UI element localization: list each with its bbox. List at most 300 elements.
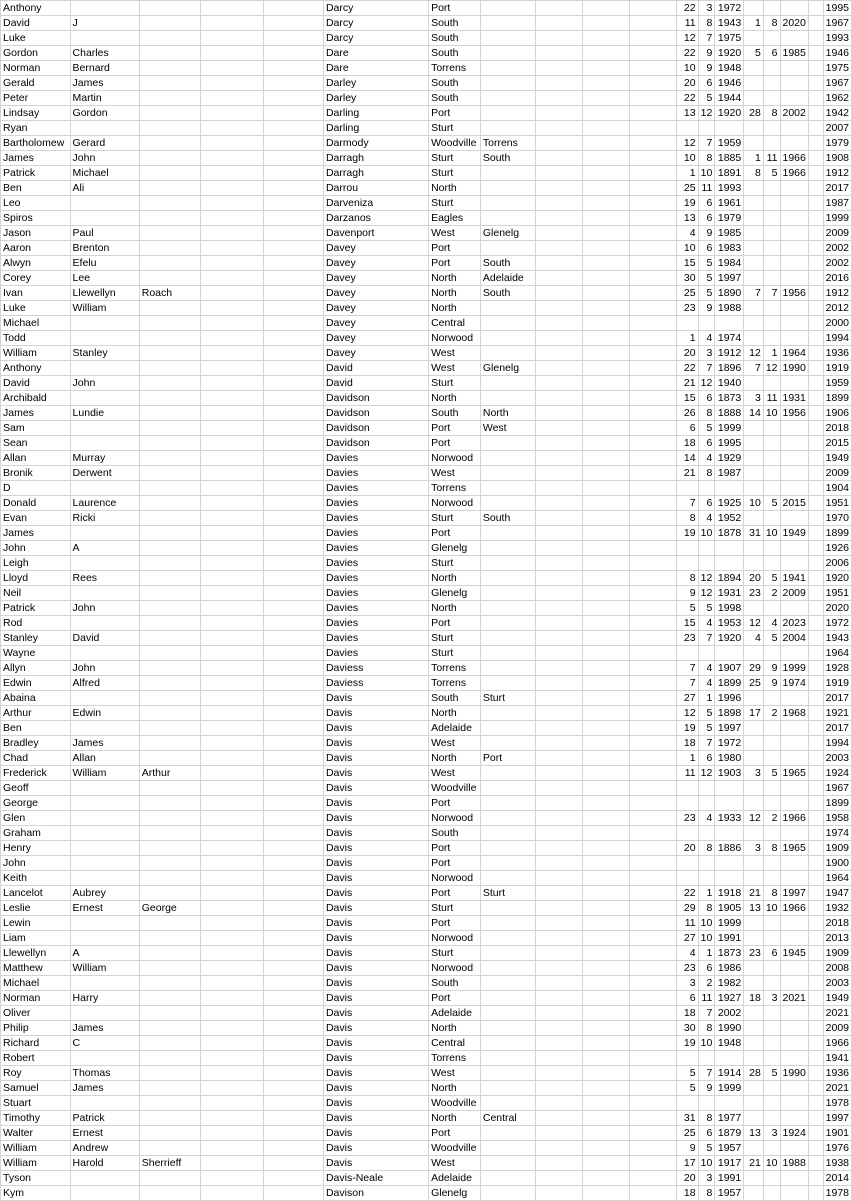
table-cell[interactable]: [630, 226, 677, 241]
table-cell[interactable]: [808, 436, 823, 451]
table-cell[interactable]: [744, 721, 764, 736]
table-cell[interactable]: [763, 556, 780, 571]
table-cell[interactable]: [744, 1051, 764, 1066]
table-cell[interactable]: Norwood: [429, 811, 481, 826]
table-cell[interactable]: [763, 1081, 780, 1096]
table-cell[interactable]: South: [429, 91, 481, 106]
table-cell[interactable]: [535, 316, 582, 331]
table-cell[interactable]: [200, 1021, 264, 1036]
table-cell[interactable]: [264, 241, 324, 256]
table-cell[interactable]: 1899: [823, 391, 851, 406]
table-cell[interactable]: [630, 826, 677, 841]
table-cell[interactable]: South: [429, 976, 481, 991]
table-cell[interactable]: James: [70, 736, 139, 751]
table-cell[interactable]: 1917: [715, 1156, 744, 1171]
table-cell[interactable]: [139, 706, 200, 721]
table-cell[interactable]: 18: [744, 991, 764, 1006]
table-cell[interactable]: [808, 211, 823, 226]
table-cell[interactable]: Alfred: [70, 676, 139, 691]
table-cell[interactable]: 5: [698, 421, 715, 436]
table-cell[interactable]: 8: [677, 571, 698, 586]
table-cell[interactable]: [480, 631, 535, 646]
table-cell[interactable]: [535, 466, 582, 481]
table-cell[interactable]: [582, 601, 629, 616]
table-cell[interactable]: [630, 976, 677, 991]
table-cell[interactable]: [582, 1111, 629, 1126]
table-cell[interactable]: Davies: [323, 541, 428, 556]
table-cell[interactable]: 2003: [823, 751, 851, 766]
table-cell[interactable]: 2016: [823, 271, 851, 286]
table-cell[interactable]: 25: [677, 286, 698, 301]
table-cell[interactable]: [535, 1006, 582, 1021]
table-cell[interactable]: 2002: [823, 256, 851, 271]
table-cell[interactable]: 11: [698, 991, 715, 1006]
table-cell[interactable]: William: [1, 1156, 71, 1171]
table-cell[interactable]: 10: [698, 526, 715, 541]
table-cell[interactable]: Woodville: [429, 1096, 481, 1111]
table-cell[interactable]: Dare: [323, 46, 428, 61]
table-cell[interactable]: [264, 331, 324, 346]
table-cell[interactable]: Darcy: [323, 16, 428, 31]
table-cell[interactable]: [480, 601, 535, 616]
table-cell[interactable]: [763, 871, 780, 886]
table-cell[interactable]: [744, 916, 764, 931]
table-cell[interactable]: [763, 451, 780, 466]
table-cell[interactable]: 1921: [823, 706, 851, 721]
table-cell[interactable]: [480, 76, 535, 91]
table-cell[interactable]: [264, 691, 324, 706]
table-cell[interactable]: [744, 1111, 764, 1126]
table-cell[interactable]: 23: [677, 301, 698, 316]
table-cell[interactable]: [808, 676, 823, 691]
table-cell[interactable]: [582, 211, 629, 226]
table-cell[interactable]: [139, 241, 200, 256]
table-cell[interactable]: [808, 361, 823, 376]
table-cell[interactable]: 1994: [823, 736, 851, 751]
table-cell[interactable]: South: [480, 151, 535, 166]
table-cell[interactable]: Ricki: [70, 511, 139, 526]
table-cell[interactable]: 7: [677, 496, 698, 511]
table-cell[interactable]: [264, 496, 324, 511]
table-cell[interactable]: [582, 286, 629, 301]
table-cell[interactable]: [808, 706, 823, 721]
table-cell[interactable]: [535, 811, 582, 826]
table-cell[interactable]: 6: [698, 961, 715, 976]
table-cell[interactable]: [808, 331, 823, 346]
table-cell[interactable]: [200, 31, 264, 46]
table-cell[interactable]: Davey: [323, 301, 428, 316]
table-cell[interactable]: [780, 916, 808, 931]
table-cell[interactable]: [480, 766, 535, 781]
table-cell[interactable]: [582, 481, 629, 496]
table-cell[interactable]: Brenton: [70, 241, 139, 256]
table-cell[interactable]: [264, 226, 324, 241]
table-cell[interactable]: [480, 931, 535, 946]
table-cell[interactable]: 15: [677, 616, 698, 631]
table-cell[interactable]: [744, 1036, 764, 1051]
table-cell[interactable]: [264, 151, 324, 166]
table-cell[interactable]: [264, 91, 324, 106]
table-cell[interactable]: [200, 646, 264, 661]
table-cell[interactable]: [582, 736, 629, 751]
table-cell[interactable]: [264, 481, 324, 496]
table-cell[interactable]: [200, 346, 264, 361]
table-cell[interactable]: [744, 511, 764, 526]
table-cell[interactable]: [808, 781, 823, 796]
table-cell[interactable]: [630, 676, 677, 691]
table-cell[interactable]: 1919: [823, 676, 851, 691]
table-cell[interactable]: 2021: [780, 991, 808, 1006]
table-cell[interactable]: [582, 1126, 629, 1141]
table-cell[interactable]: 1970: [823, 511, 851, 526]
table-cell[interactable]: [744, 316, 764, 331]
table-cell[interactable]: Davis: [323, 1021, 428, 1036]
table-cell[interactable]: 9: [763, 661, 780, 676]
table-cell[interactable]: [139, 586, 200, 601]
table-cell[interactable]: 2015: [823, 436, 851, 451]
table-cell[interactable]: [200, 511, 264, 526]
table-cell[interactable]: Sherrieff: [139, 1156, 200, 1171]
table-cell[interactable]: [808, 646, 823, 661]
table-cell[interactable]: 12: [698, 571, 715, 586]
table-cell[interactable]: Davidson: [323, 406, 428, 421]
table-cell[interactable]: [139, 646, 200, 661]
table-cell[interactable]: 1946: [715, 76, 744, 91]
table-cell[interactable]: [780, 781, 808, 796]
table-cell[interactable]: 1931: [780, 391, 808, 406]
table-cell[interactable]: [535, 421, 582, 436]
table-cell[interactable]: Leslie: [1, 901, 71, 916]
table-cell[interactable]: Sturt: [429, 646, 481, 661]
table-cell[interactable]: [630, 346, 677, 361]
table-cell[interactable]: 1: [677, 331, 698, 346]
table-cell[interactable]: 28: [744, 106, 764, 121]
table-cell[interactable]: [582, 646, 629, 661]
table-cell[interactable]: [535, 1096, 582, 1111]
table-cell[interactable]: [535, 121, 582, 136]
table-cell[interactable]: [763, 91, 780, 106]
table-cell[interactable]: [763, 61, 780, 76]
table-cell[interactable]: [808, 181, 823, 196]
table-cell[interactable]: 2: [763, 586, 780, 601]
table-cell[interactable]: Gordon: [70, 106, 139, 121]
table-cell[interactable]: 2003: [823, 976, 851, 991]
table-cell[interactable]: [70, 871, 139, 886]
table-cell[interactable]: [808, 601, 823, 616]
table-cell[interactable]: [808, 841, 823, 856]
table-cell[interactable]: Davies: [323, 646, 428, 661]
table-cell[interactable]: [780, 751, 808, 766]
table-cell[interactable]: [630, 391, 677, 406]
table-cell[interactable]: North: [429, 391, 481, 406]
table-cell[interactable]: 23: [677, 811, 698, 826]
table-cell[interactable]: [264, 166, 324, 181]
table-cell[interactable]: [264, 901, 324, 916]
table-cell[interactable]: 2: [698, 976, 715, 991]
table-cell[interactable]: [535, 106, 582, 121]
table-cell[interactable]: 6: [763, 46, 780, 61]
table-cell[interactable]: [744, 931, 764, 946]
table-cell[interactable]: [780, 331, 808, 346]
table-cell[interactable]: Davis: [323, 781, 428, 796]
table-cell[interactable]: 19: [677, 721, 698, 736]
table-cell[interactable]: 18: [677, 1006, 698, 1021]
table-cell[interactable]: Alwyn: [1, 256, 71, 271]
table-cell[interactable]: [677, 826, 698, 841]
table-cell[interactable]: [139, 631, 200, 646]
table-cell[interactable]: [780, 421, 808, 436]
table-cell[interactable]: [744, 181, 764, 196]
table-cell[interactable]: [677, 481, 698, 496]
table-cell[interactable]: [480, 121, 535, 136]
table-cell[interactable]: Todd: [1, 331, 71, 346]
table-cell[interactable]: [582, 826, 629, 841]
table-cell[interactable]: 7: [698, 361, 715, 376]
table-cell[interactable]: 9: [763, 676, 780, 691]
table-cell[interactable]: [200, 1066, 264, 1081]
table-cell[interactable]: [808, 1186, 823, 1201]
table-cell[interactable]: [744, 451, 764, 466]
table-cell[interactable]: [780, 1081, 808, 1096]
table-cell[interactable]: [582, 391, 629, 406]
table-cell[interactable]: 8: [698, 151, 715, 166]
table-cell[interactable]: [630, 286, 677, 301]
table-cell[interactable]: 2021: [823, 1081, 851, 1096]
table-cell[interactable]: Harry: [70, 991, 139, 1006]
table-cell[interactable]: [480, 481, 535, 496]
table-cell[interactable]: [808, 451, 823, 466]
table-cell[interactable]: [582, 301, 629, 316]
table-cell[interactable]: 23: [744, 586, 764, 601]
table-cell[interactable]: 3: [763, 991, 780, 1006]
table-cell[interactable]: [630, 451, 677, 466]
table-cell[interactable]: [535, 61, 582, 76]
table-cell[interactable]: [200, 406, 264, 421]
table-cell[interactable]: [264, 406, 324, 421]
table-cell[interactable]: [582, 331, 629, 346]
table-cell[interactable]: [264, 1051, 324, 1066]
table-cell[interactable]: [480, 1096, 535, 1111]
table-cell[interactable]: Stuart: [1, 1096, 71, 1111]
table-cell[interactable]: [808, 736, 823, 751]
table-cell[interactable]: [780, 1096, 808, 1111]
table-cell[interactable]: [630, 1036, 677, 1051]
table-cell[interactable]: [535, 991, 582, 1006]
table-cell[interactable]: [200, 526, 264, 541]
table-cell[interactable]: Corey: [1, 271, 71, 286]
table-cell[interactable]: [808, 961, 823, 976]
table-cell[interactable]: 23: [744, 946, 764, 961]
table-cell[interactable]: [763, 541, 780, 556]
table-cell[interactable]: [200, 181, 264, 196]
table-cell[interactable]: North: [480, 406, 535, 421]
table-cell[interactable]: [264, 976, 324, 991]
table-cell[interactable]: 1890: [715, 286, 744, 301]
table-cell[interactable]: Darrou: [323, 181, 428, 196]
table-cell[interactable]: [763, 601, 780, 616]
table-cell[interactable]: [763, 256, 780, 271]
table-cell[interactable]: Sturt: [429, 946, 481, 961]
table-cell[interactable]: [698, 796, 715, 811]
table-cell[interactable]: 3: [698, 1171, 715, 1186]
table-cell[interactable]: [630, 436, 677, 451]
table-cell[interactable]: [715, 781, 744, 796]
table-cell[interactable]: [780, 1171, 808, 1186]
table-cell[interactable]: 1888: [715, 406, 744, 421]
table-cell[interactable]: [808, 31, 823, 46]
table-cell[interactable]: Leigh: [1, 556, 71, 571]
table-cell[interactable]: [630, 871, 677, 886]
table-cell[interactable]: Torrens: [429, 676, 481, 691]
table-cell[interactable]: 15: [677, 256, 698, 271]
table-cell[interactable]: Davies: [323, 496, 428, 511]
table-cell[interactable]: [630, 586, 677, 601]
table-cell[interactable]: Aaron: [1, 241, 71, 256]
table-cell[interactable]: Glenelg: [480, 361, 535, 376]
table-cell[interactable]: 2008: [823, 961, 851, 976]
table-cell[interactable]: Luke: [1, 31, 71, 46]
table-cell[interactable]: [139, 781, 200, 796]
table-cell[interactable]: [582, 586, 629, 601]
table-cell[interactable]: [70, 526, 139, 541]
table-cell[interactable]: 1: [677, 166, 698, 181]
table-cell[interactable]: 1956: [780, 286, 808, 301]
table-cell[interactable]: 21: [677, 376, 698, 391]
table-cell[interactable]: 21: [677, 466, 698, 481]
table-cell[interactable]: [200, 271, 264, 286]
table-cell[interactable]: [630, 1, 677, 16]
table-cell[interactable]: [535, 511, 582, 526]
table-cell[interactable]: [200, 301, 264, 316]
table-cell[interactable]: [70, 856, 139, 871]
table-cell[interactable]: [582, 976, 629, 991]
table-cell[interactable]: [715, 646, 744, 661]
table-cell[interactable]: 1929: [715, 451, 744, 466]
table-cell[interactable]: [480, 556, 535, 571]
table-cell[interactable]: Davison: [323, 1186, 428, 1201]
table-cell[interactable]: Sturt: [429, 376, 481, 391]
table-cell[interactable]: North: [429, 271, 481, 286]
table-cell[interactable]: [630, 106, 677, 121]
table-cell[interactable]: [808, 16, 823, 31]
table-cell[interactable]: Peter: [1, 91, 71, 106]
table-cell[interactable]: [70, 331, 139, 346]
table-cell[interactable]: Darmody: [323, 136, 428, 151]
table-cell[interactable]: [264, 286, 324, 301]
table-cell[interactable]: [630, 661, 677, 676]
table-cell[interactable]: [139, 511, 200, 526]
table-cell[interactable]: [808, 241, 823, 256]
table-cell[interactable]: [70, 811, 139, 826]
table-cell[interactable]: [808, 1081, 823, 1096]
table-cell[interactable]: 1962: [823, 91, 851, 106]
table-cell[interactable]: [200, 631, 264, 646]
table-cell[interactable]: [744, 976, 764, 991]
table-cell[interactable]: 1: [744, 16, 764, 31]
table-cell[interactable]: [535, 256, 582, 271]
table-cell[interactable]: [139, 136, 200, 151]
table-cell[interactable]: Davies: [323, 526, 428, 541]
table-cell[interactable]: [200, 1171, 264, 1186]
table-cell[interactable]: [582, 856, 629, 871]
table-cell[interactable]: 5: [677, 1066, 698, 1081]
table-cell[interactable]: 1899: [823, 526, 851, 541]
table-cell[interactable]: 1873: [715, 391, 744, 406]
table-cell[interactable]: 1975: [715, 31, 744, 46]
table-cell[interactable]: [744, 331, 764, 346]
table-cell[interactable]: [264, 1156, 324, 1171]
table-cell[interactable]: 30: [677, 1021, 698, 1036]
table-cell[interactable]: Gordon: [1, 46, 71, 61]
table-cell[interactable]: [582, 571, 629, 586]
table-cell[interactable]: [535, 541, 582, 556]
table-cell[interactable]: [480, 241, 535, 256]
table-cell[interactable]: 10: [698, 166, 715, 181]
table-cell[interactable]: [744, 691, 764, 706]
table-cell[interactable]: West: [429, 346, 481, 361]
table-cell[interactable]: [630, 1126, 677, 1141]
table-cell[interactable]: 17: [677, 1156, 698, 1171]
table-cell[interactable]: 11: [677, 916, 698, 931]
table-cell[interactable]: Davey: [323, 271, 428, 286]
table-cell[interactable]: [780, 271, 808, 286]
table-cell[interactable]: [630, 706, 677, 721]
table-cell[interactable]: [535, 661, 582, 676]
table-cell[interactable]: 1951: [823, 586, 851, 601]
table-cell[interactable]: 9: [698, 226, 715, 241]
table-cell[interactable]: [139, 1126, 200, 1141]
table-cell[interactable]: 4: [677, 226, 698, 241]
table-cell[interactable]: Davies: [323, 556, 428, 571]
table-cell[interactable]: [630, 361, 677, 376]
table-cell[interactable]: [808, 766, 823, 781]
table-cell[interactable]: [630, 331, 677, 346]
table-cell[interactable]: [780, 856, 808, 871]
table-cell[interactable]: [808, 61, 823, 76]
table-cell[interactable]: [264, 466, 324, 481]
table-cell[interactable]: 1986: [715, 961, 744, 976]
table-cell[interactable]: South: [429, 46, 481, 61]
table-cell[interactable]: [808, 886, 823, 901]
table-cell[interactable]: [630, 616, 677, 631]
table-cell[interactable]: [535, 241, 582, 256]
table-cell[interactable]: [808, 946, 823, 961]
table-cell[interactable]: [780, 961, 808, 976]
table-cell[interactable]: [535, 271, 582, 286]
table-cell[interactable]: [200, 1111, 264, 1126]
table-cell[interactable]: Lewin: [1, 916, 71, 931]
table-cell[interactable]: 1886: [715, 841, 744, 856]
table-cell[interactable]: [808, 46, 823, 61]
table-cell[interactable]: [698, 871, 715, 886]
table-cell[interactable]: [535, 796, 582, 811]
table-cell[interactable]: 1898: [715, 706, 744, 721]
table-cell[interactable]: John: [70, 376, 139, 391]
table-cell[interactable]: Davis: [323, 736, 428, 751]
table-cell[interactable]: [139, 796, 200, 811]
table-cell[interactable]: Patrick: [1, 166, 71, 181]
table-cell[interactable]: 3: [698, 1, 715, 16]
table-cell[interactable]: [630, 526, 677, 541]
table-cell[interactable]: 1947: [823, 886, 851, 901]
table-cell[interactable]: [698, 556, 715, 571]
table-cell[interactable]: [535, 736, 582, 751]
table-cell[interactable]: [264, 556, 324, 571]
table-cell[interactable]: [264, 676, 324, 691]
table-cell[interactable]: [763, 916, 780, 931]
table-cell[interactable]: [480, 676, 535, 691]
table-cell[interactable]: 2009: [780, 586, 808, 601]
